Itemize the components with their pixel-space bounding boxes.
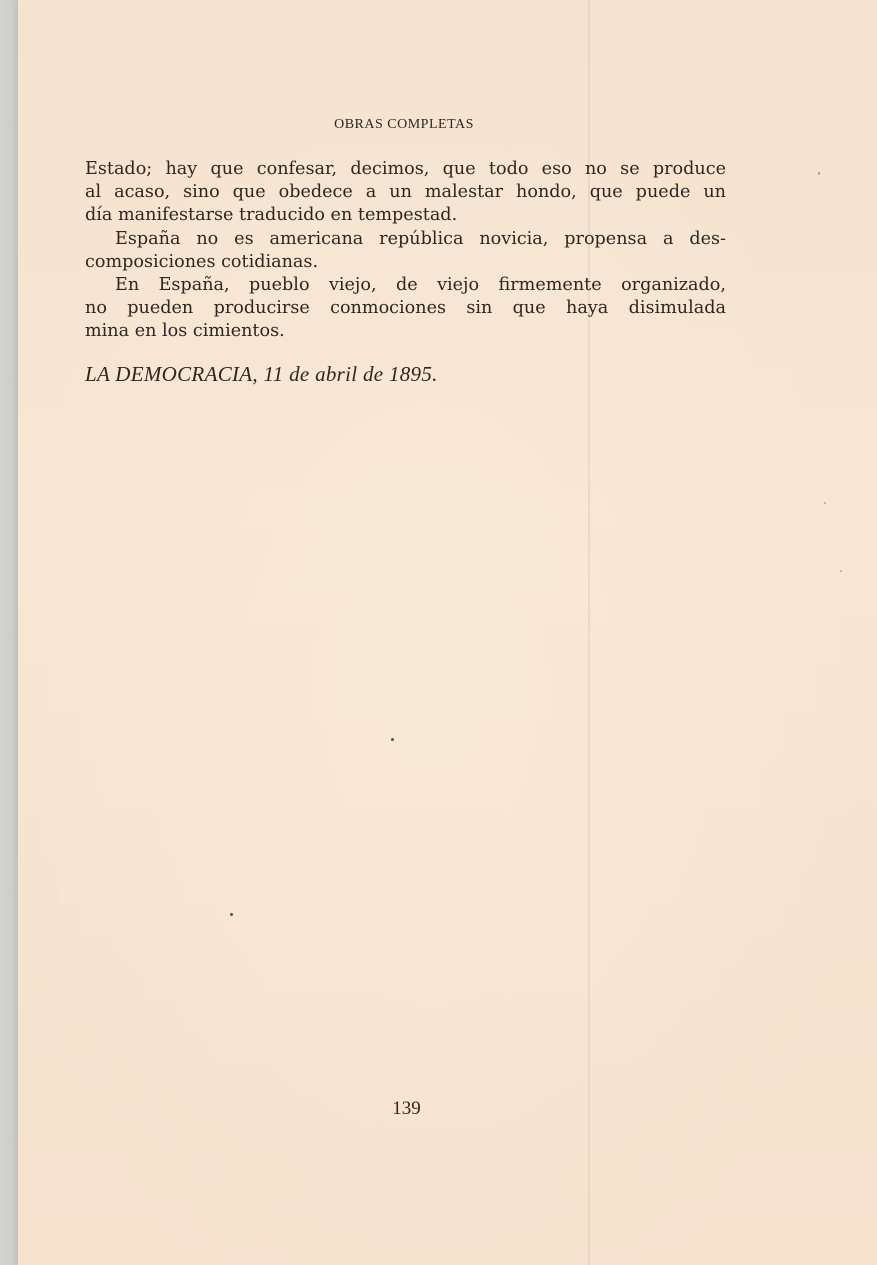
text-line: En España, pueblo viejo, de viejo firmemente organizado, bbox=[115, 275, 726, 296]
text-line: al acaso, sino que obedece a un malestar hondo, que puede un bbox=[85, 182, 726, 203]
paper-speck bbox=[824, 502, 826, 504]
text-line: composiciones cotidianas. bbox=[85, 251, 319, 272]
paper-speck bbox=[818, 172, 820, 175]
text-line: día manifestarse traducido en tempestad. bbox=[85, 205, 458, 226]
book-page bbox=[18, 0, 877, 1265]
source-citation: LA DEMOCRACIA, 11 de abril de 1895. bbox=[85, 362, 438, 386]
text-line: Estado; hay que confesar, decimos, que todo eso no se produce bbox=[85, 159, 726, 179]
text-line: no pueden producirse conmociones sin que haya disimulada bbox=[85, 298, 726, 319]
text-line: mina en los cimientos. bbox=[85, 321, 285, 342]
text-line: España no es americana república novicia, propensa a des- bbox=[115, 228, 726, 249]
paper-speck bbox=[230, 913, 233, 916]
paper-speck bbox=[391, 738, 394, 741]
page-number: 139 bbox=[392, 1098, 421, 1119]
paper-speck bbox=[840, 570, 842, 572]
body-text bbox=[85, 158, 726, 344]
running-head: OBRAS COMPLETAS bbox=[334, 117, 474, 132]
